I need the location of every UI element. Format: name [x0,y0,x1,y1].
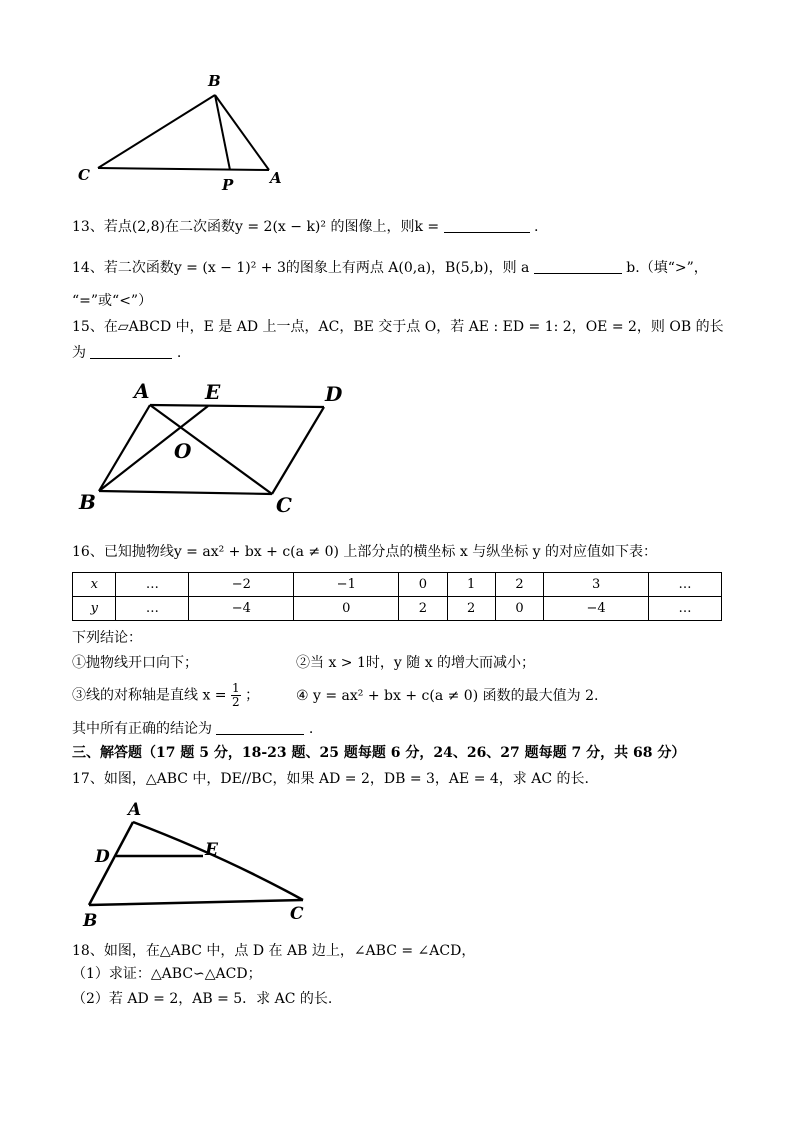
label-b: B [83,911,98,931]
table-row-x [73,573,722,597]
label-c: C [290,904,304,924]
answer-blank-16[interactable] [216,720,304,735]
question-15: 15、在▱ABCD 中，E 是 AD 上一点，AC，BE 交于点 O，若 AE : ED = 1: 2，OE = 2，则 OB 的长 [72,319,724,335]
label-c: C [276,493,292,517]
fraction-denominator: 2 [231,695,240,709]
section-title: 三、解答题（17 题 5 分，18-23 题、25 题每题 6 分，24、26、27 题每题 7 分，共 68 分） [72,745,686,761]
question-18-part-2: （2）若 AD = 2，AB = 5．求 AC 的长. [72,991,333,1007]
table-header-x: x [73,573,116,597]
label-a: A [134,379,150,403]
answer-blank-14[interactable] [534,259,622,274]
question-14-text: 14、若二次函数y = (x − 1)² + 3的图象上有两点 A(0,a)，B(5,b)，则 a [72,260,530,276]
conclusions-title: 下列结论： [72,630,142,646]
question-13 [72,217,538,237]
value-table [72,572,722,621]
answer-blank-15[interactable] [90,344,172,359]
table-cell: 0 [399,573,447,597]
label-a: A [128,800,142,820]
question-16: 16、已知抛物线y = ax² + bx + c(a ≠ 0) 上部分点的横坐标 x 与纵坐标 y 的对应值如下表： [72,544,658,560]
table-cell: 1 [447,573,495,597]
table-row-y [73,597,722,621]
table-cell: −4 [544,597,649,621]
question-18: 18、如图，在△ABC 中，点 D 在 AB 边上，∠ABC = ∠ACD， [72,943,476,959]
fraction-one-half [231,682,241,709]
figure-parallelogram-abcd [70,372,355,522]
table-cell: −2 [189,573,294,597]
question-16-end: . [308,721,314,737]
label-o: O [174,439,192,463]
conclusion-3-suffix: ； [245,687,260,704]
table-header-y: y [73,597,116,621]
table-cell: … [649,597,722,621]
table-cell: … [649,573,722,597]
table-cell: … [116,573,189,597]
question-14 [72,258,708,278]
question-15-end: . [176,345,182,361]
label-d: D [95,847,110,867]
question-16-answer [72,719,313,739]
table-cell: −4 [189,597,294,621]
question-14-line2: “=”或“<”） [72,293,153,309]
conclusion-3-prefix: ③线的对称轴是直线 x = [72,687,227,704]
question-13-end: . [534,219,539,235]
fraction-numerator: 1 [231,681,240,695]
label-b: B [208,72,221,90]
figure-triangle-abc-de [75,795,320,935]
conclusion-3 [72,682,259,709]
table-cell: 0 [495,597,543,621]
question-17: 17、如图，△ABC 中，DE//BC，如果 AD = 2，DB = 3，AE = 4，求 AC 的长. [72,771,589,787]
answer-blank-13[interactable] [444,218,530,233]
table-cell: 0 [294,597,399,621]
table-cell: 2 [495,573,543,597]
label-d: D [325,382,343,406]
question-16-answer-prefix: 其中所有正确的结论为 [72,721,212,737]
conclusion-1: ①抛物线开口向下； [72,655,198,671]
question-15-prefix: 为 [72,345,86,361]
label-b: B [79,490,96,514]
table-cell: … [116,597,189,621]
table-cell: 2 [399,597,447,621]
question-18-part-1: （1）求证：△ABC∽△ACD； [72,966,262,982]
conclusion-4: ④ y = ax² + bx + c(a ≠ 0) 函数的最大值为 2. [296,688,599,704]
label-p: P [222,176,234,194]
table-cell: 2 [447,597,495,621]
table-cell: 3 [544,573,649,597]
figure-triangle-cba [70,70,290,195]
question-15-line2 [72,343,181,363]
question-13-text: 13、若点(2,8)在二次函数y = 2(x − k)² 的图像上，则k = [72,219,440,235]
conclusion-2: ②当 x > 1时，y 随 x 的增大而减小； [296,655,536,671]
label-e: E [205,380,221,404]
question-14-after: b.（填“>”， [626,260,708,276]
label-c: C [78,166,90,184]
label-e: E [205,840,218,860]
label-a: A [270,169,282,187]
table-cell: −1 [294,573,399,597]
